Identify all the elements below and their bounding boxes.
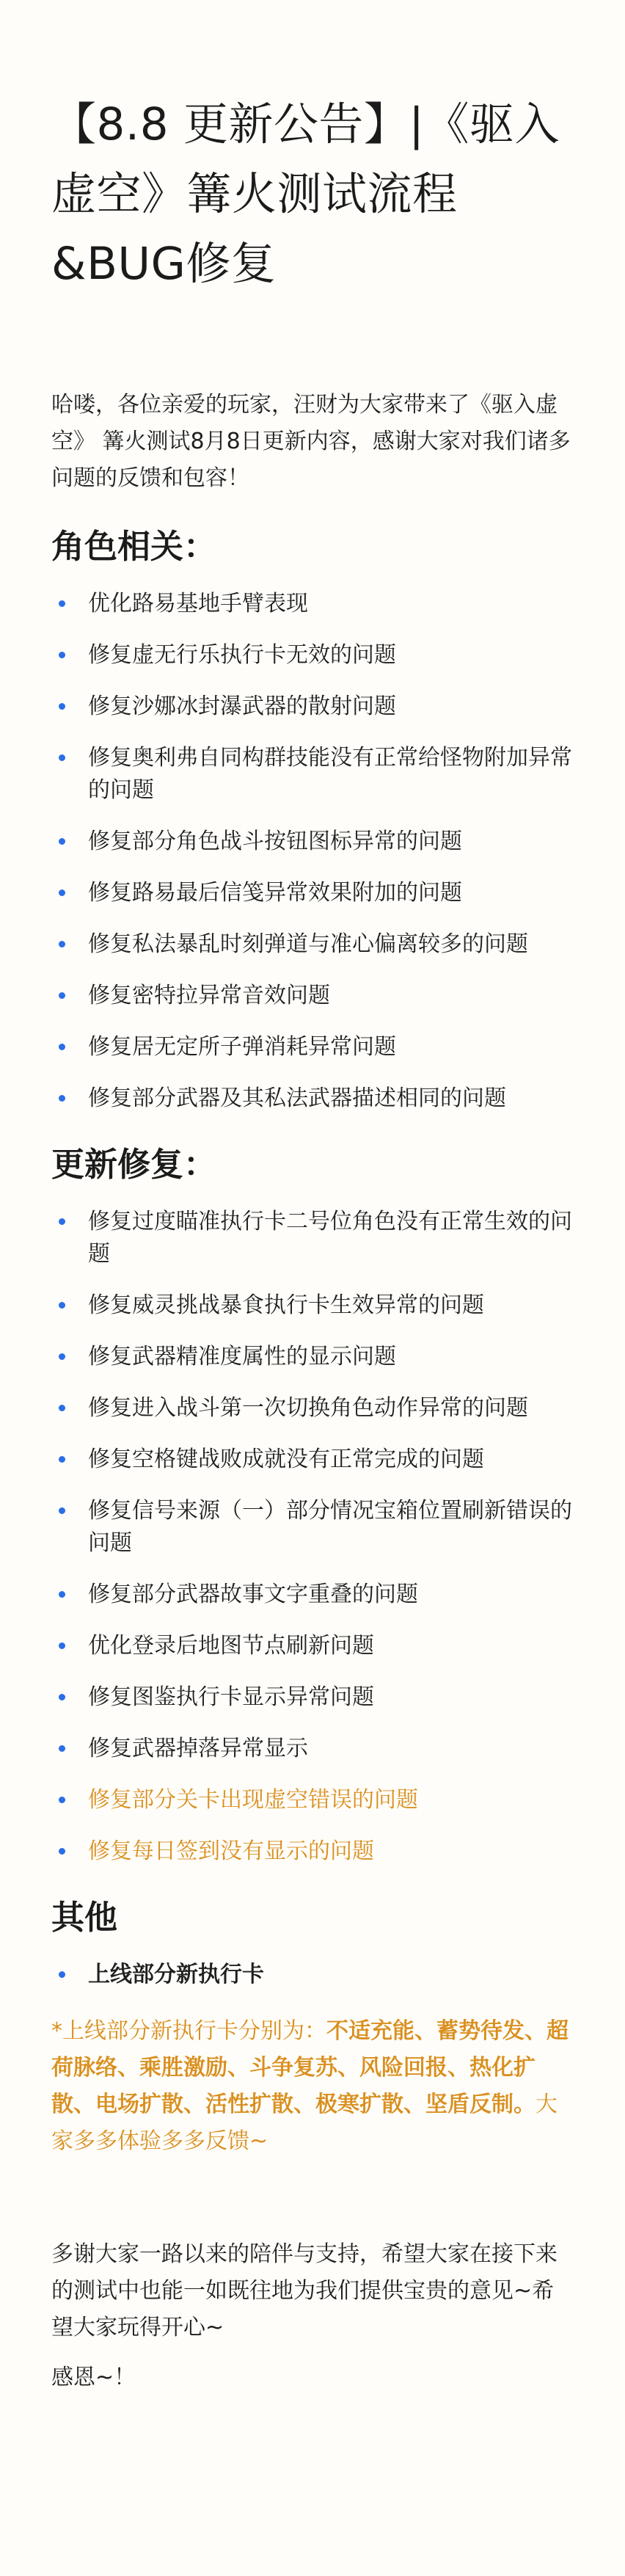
highlighted-list-item: 修复每日签到没有显示的问题 bbox=[51, 1835, 574, 1868]
list-item: 修复虚无行乐执行卡无效的问题 bbox=[51, 639, 574, 672]
new-cards-note bbox=[51, 2013, 574, 2160]
note-prefix: *上线部分新执行卡分别为： bbox=[51, 2018, 326, 2044]
list-item: 修复奥利弗自同构群技能没有正常给怪物附加异常的问题 bbox=[51, 742, 574, 807]
update-fix-list bbox=[51, 1206, 574, 1868]
section-heading-updates: 更新修复： bbox=[51, 1145, 217, 1184]
list-item: 修复居无定所子弹消耗异常问题 bbox=[51, 1031, 574, 1063]
section-heading-characters: 角色相关： bbox=[51, 527, 217, 566]
closing-paragraph: 多谢大家一路以来的陪伴与支持，希望大家在接下来的测试中也能一如既往地为我们提供宝贵的意见~希望大家玩得开心~ bbox=[51, 2241, 558, 2340]
other-list bbox=[51, 1959, 574, 1991]
list-item: 修复私法暴乱时刻弹道与准心偏离较多的问题 bbox=[51, 928, 574, 961]
list-item: 修复进入战斗第一次切换角色动作异常的问题 bbox=[51, 1392, 574, 1425]
list-item: 修复沙娜冰封瀑武器的散射问题 bbox=[51, 691, 574, 723]
list-item: 修复密特拉异常音效问题 bbox=[51, 980, 574, 1012]
note-card-names: 不适充能、蓄势待发、超荷脉络、乘胜激励、斗争复苏、风险回报、热化扩散、电场扩散、活性扩散、极寒扩散、坚盾反制。 bbox=[51, 2018, 569, 2117]
list-item: 修复路易最后信笺异常效果附加的问题 bbox=[51, 877, 574, 909]
note-suffix: 大家多多体验多多反馈~ bbox=[51, 2092, 558, 2154]
list-item: 修复部分武器故事文字重叠的问题 bbox=[51, 1579, 574, 1611]
character-fix-list bbox=[51, 588, 574, 1115]
thanks-line: 感恩~！ bbox=[51, 2365, 136, 2390]
list-item: 修复空格键战败成就没有正常完成的问题 bbox=[51, 1444, 574, 1476]
list-item: 优化路易基地手臂表现 bbox=[51, 588, 574, 620]
list-item: 修复部分角色战斗按钮图标异常的问题 bbox=[51, 826, 574, 858]
list-item: 修复信号来源（一）部分情况宝箱位置刷新错误的问题 bbox=[51, 1495, 574, 1560]
highlighted-list-item: 修复部分关卡出现虚空错误的问题 bbox=[51, 1784, 574, 1816]
intro-paragraph: 哈喽，各位亲爱的玩家，汪财为大家带来了《驱入虚空》 篝火测试8月8日更新内容，感谢大家对我们诸多问题的反馈和包容！ bbox=[51, 392, 571, 491]
list-item-new-cards: 上线部分新执行卡 bbox=[51, 1959, 574, 1991]
list-item: 修复威灵挑战暴食执行卡生效异常的问题 bbox=[51, 1289, 574, 1322]
article-title: 【8.8 更新公告】|《驱入虚空》篝火测试流程&BUG修复 bbox=[51, 98, 560, 290]
section-heading-other: 其他 bbox=[51, 1898, 118, 1937]
list-item: 修复武器精准度属性的显示问题 bbox=[51, 1341, 574, 1373]
list-item: 修复图鉴执行卡显示异常问题 bbox=[51, 1681, 574, 1714]
list-item: 修复部分武器及其私法武器描述相同的问题 bbox=[51, 1083, 574, 1115]
list-item: 修复过度瞄准执行卡二号位角色没有正常生效的问题 bbox=[51, 1206, 574, 1270]
list-item: 修复武器掉落异常显示 bbox=[51, 1733, 574, 1765]
list-item: 优化登录后地图节点刷新问题 bbox=[51, 1630, 574, 1662]
